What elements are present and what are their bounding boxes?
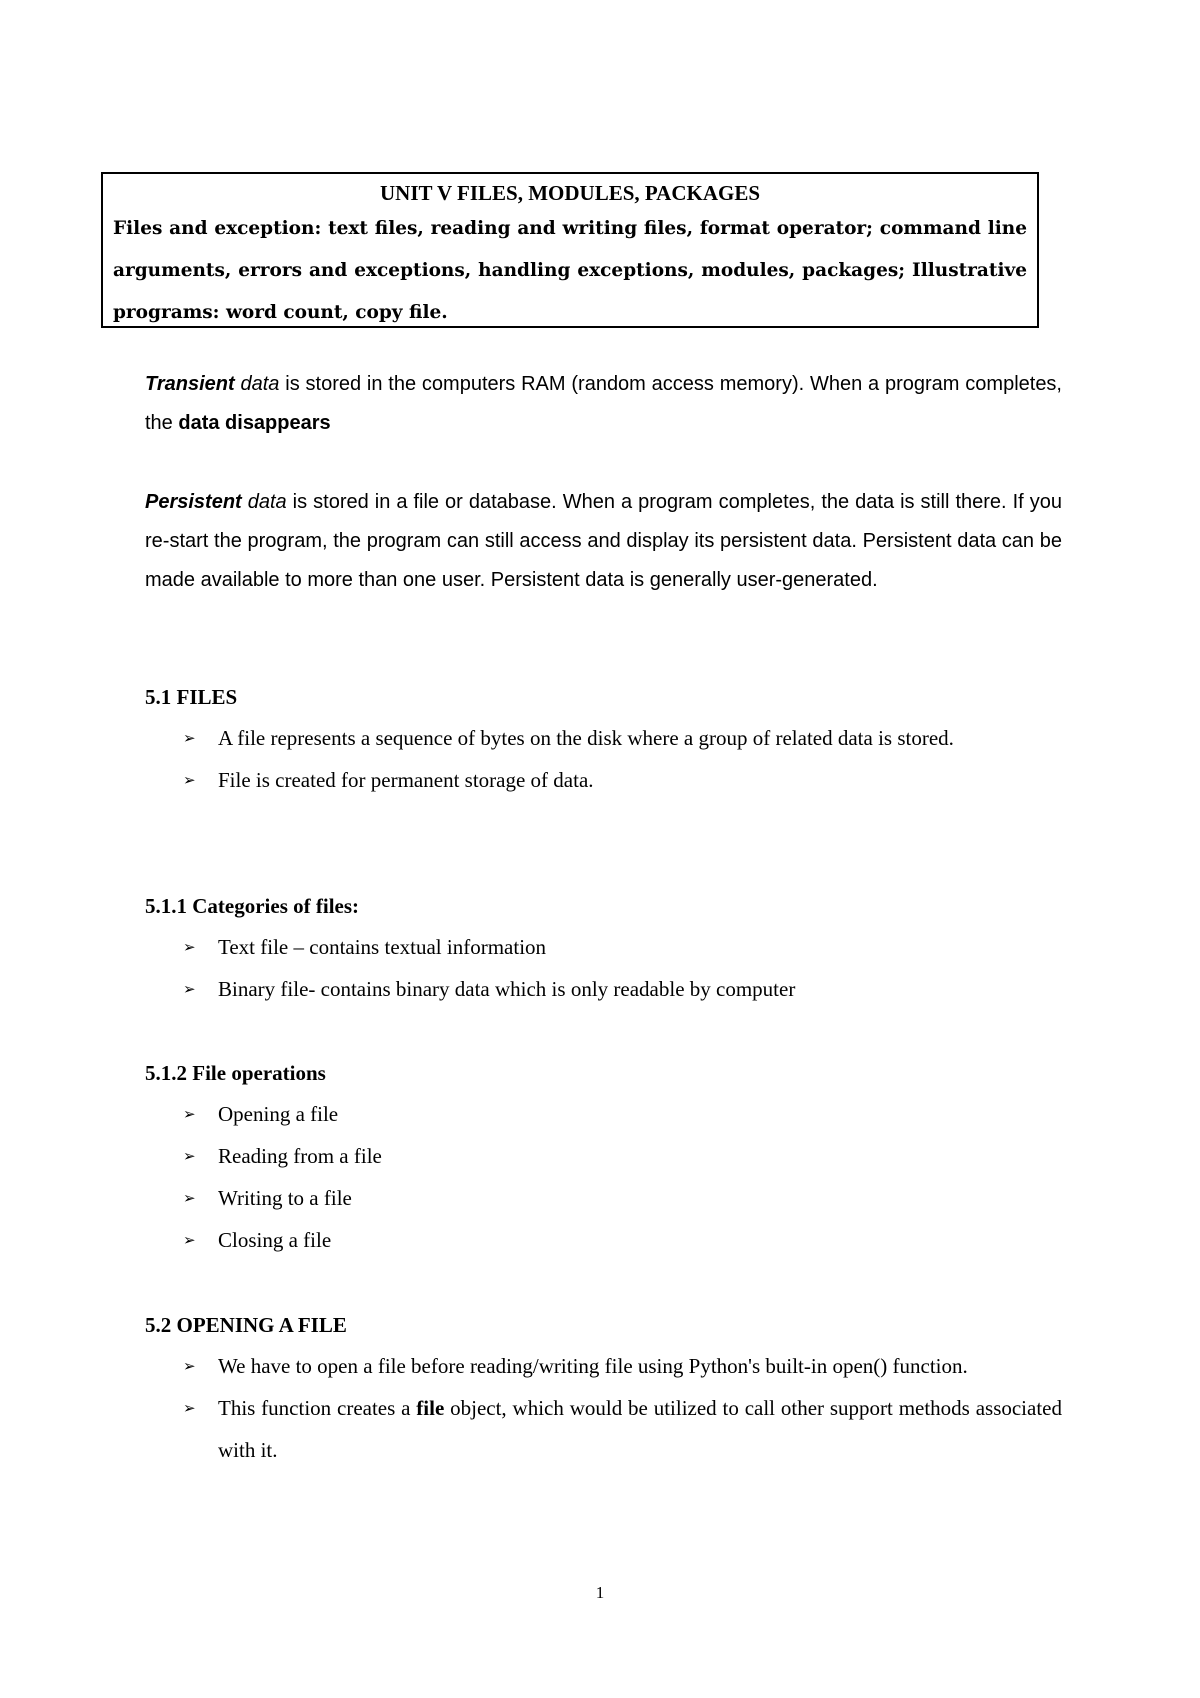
- transient-lead: Transient: [145, 373, 235, 395]
- unit-title: UNIT V FILES, MODULES, PACKAGES: [379, 181, 761, 205]
- transient-emphasis: data disappears: [178, 412, 331, 434]
- page-number: 1: [595, 1583, 605, 1602]
- transient-data-paragraph: [145, 365, 1062, 443]
- persistent-lead: Persistent: [145, 491, 242, 513]
- bullet-arrow-icon: ➢: [183, 729, 196, 747]
- section-heading-5-1-2: 5.1.2 File operations: [145, 1061, 326, 1085]
- list-item: ➢ A file represents a sequence of bytes on the disk where a group of related data is stored.: [145, 717, 1062, 759]
- section-heading-5-1-1: 5.1.1 Categories of files:: [145, 894, 360, 918]
- list-item: ➢ This function creates a file object, which would be utilized to call other support methods associated with it.: [145, 1387, 1062, 1471]
- list-item: ➢ Reading from a file: [145, 1135, 1062, 1177]
- section-5-2-list: [145, 1345, 1062, 1471]
- section-5-1-2-list: [145, 1093, 1062, 1261]
- list-item: ➢ Opening a file: [145, 1093, 1062, 1135]
- bullet-arrow-icon: ➢: [183, 980, 196, 998]
- section-heading-5-1: 5.1 FILES: [145, 685, 238, 709]
- transient-term: data: [240, 373, 280, 395]
- list-item: ➢ Writing to a file: [145, 1177, 1062, 1219]
- list-item: ➢ We have to open a file before reading/writing file using Python's built-in open() function.: [145, 1345, 1062, 1387]
- persistent-term: data: [247, 491, 287, 513]
- persistent-text: is stored in a file or database. When a program completes, the data is still there. If you re-start the program, the program can still access and display its persistent data. Persistent data can be made available to more than one user. Persistent data is generally user-generated.: [145, 491, 1062, 591]
- bullet-arrow-icon: ➢: [183, 1189, 196, 1207]
- section-5-1-list: [145, 717, 1062, 801]
- list-item: ➢ Closing a file: [145, 1219, 1062, 1261]
- bullet-arrow-icon: ➢: [183, 1399, 196, 1417]
- bullet-arrow-icon: ➢: [183, 1231, 196, 1249]
- bullet-arrow-icon: ➢: [183, 1357, 196, 1375]
- bullet-arrow-icon: ➢: [183, 1147, 196, 1165]
- list-item: ➢ File is created for permanent storage of data.: [145, 759, 1062, 801]
- unit-syllabus: Files and exception: text files, reading and writing files, format operator; command line arguments, errors and exceptions, handling exceptions, modules, packages; Illustrative programs: word count, copy file.: [113, 218, 1027, 323]
- transient-text: is stored in the computers RAM (random access memory). When a program completes, the: [145, 373, 1062, 434]
- bullet-arrow-icon: ➢: [183, 1105, 196, 1123]
- section-5-1-1-list: [145, 926, 1062, 1010]
- list-item: ➢ Binary file- contains binary data which is only readable by computer: [145, 968, 1062, 1010]
- persistent-data-paragraph: [145, 483, 1062, 600]
- unit-header-box: [101, 172, 1039, 328]
- bullet-arrow-icon: ➢: [183, 771, 196, 789]
- list-item: ➢ Text file – contains textual information: [145, 926, 1062, 968]
- bullet-arrow-icon: ➢: [183, 938, 196, 956]
- file-keyword: file: [416, 1396, 445, 1420]
- section-heading-5-2: 5.2 OPENING A FILE: [145, 1313, 347, 1337]
